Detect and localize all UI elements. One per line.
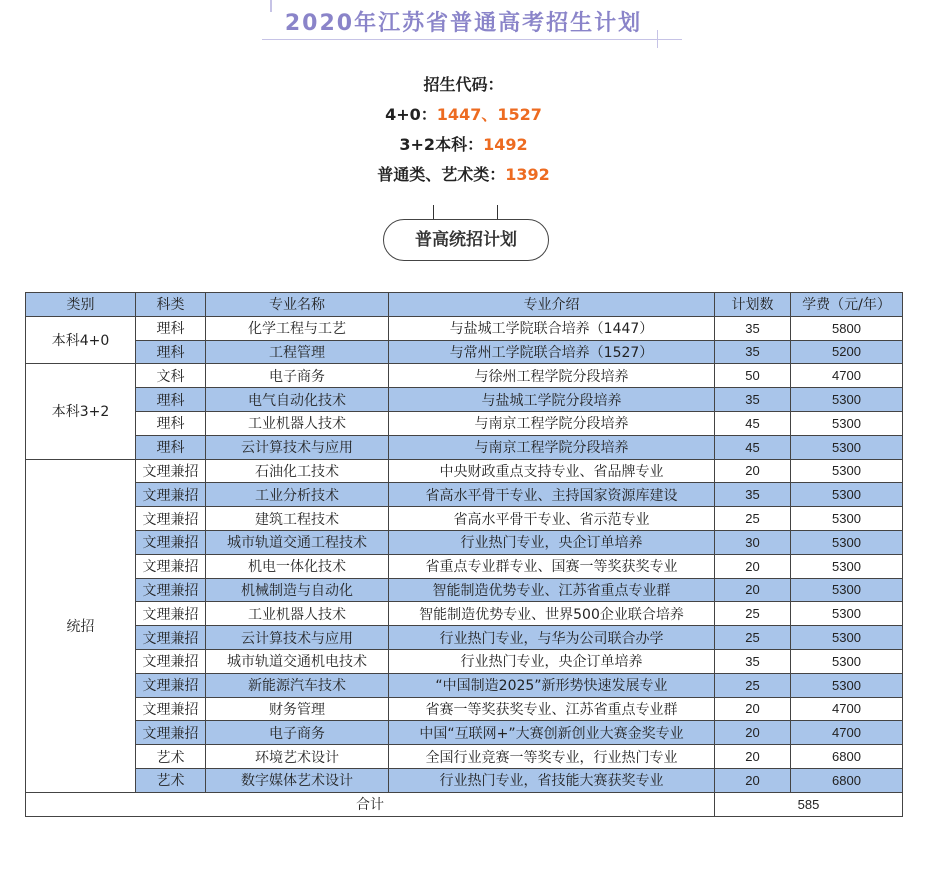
intro-cell: 省高水平骨干专业、省示范专业 [389,507,715,531]
code-line [0,100,927,130]
plan-cell: 20 [715,721,791,745]
code-label: 普通类、艺术类： [377,165,506,184]
intro-cell: 与常州工学院联合培养（1527） [389,340,715,364]
major-cell: 工业机器人技术 [206,602,389,626]
intro-cell: 与南京工程学院分段培养 [389,411,715,435]
intro-cell: 行业热门专业，央企订单培养 [389,649,715,673]
plan-cell: 35 [715,340,791,364]
fee-cell: 5300 [791,649,903,673]
plan-cell: 30 [715,530,791,554]
subject-type-cell: 文科 [136,364,206,388]
subject-type-cell: 理科 [136,340,206,364]
code-line [0,160,927,190]
intro-cell: 行业热门专业，省技能大赛获奖专业 [389,768,715,792]
code-value: 1392 [505,165,550,184]
fee-cell: 5300 [791,388,903,412]
intro-cell: 省高水平骨干专业、主持国家资源库建设 [389,483,715,507]
plan-cell: 20 [715,768,791,792]
table-row [26,388,903,412]
table-row [26,483,903,507]
subject-type-cell: 艺术 [136,745,206,769]
intro-cell: 行业热门专业，央企订单培养 [389,530,715,554]
major-cell: 电子商务 [206,721,389,745]
total-value: 585 [715,792,903,816]
connector-line [497,205,498,219]
subject-type-cell: 文理兼招 [136,459,206,483]
fee-cell: 6800 [791,745,903,769]
connector-line [433,205,434,219]
plan-cell: 20 [715,745,791,769]
subject-type-cell: 文理兼招 [136,578,206,602]
major-cell: 工程管理 [206,340,389,364]
plan-cell: 25 [715,602,791,626]
subject-type-cell: 文理兼招 [136,554,206,578]
table-row [26,673,903,697]
codes-heading: 招生代码： [423,75,504,94]
subject-type-cell: 文理兼招 [136,673,206,697]
category-cell: 本科3+2 [26,364,136,459]
table-header-row [26,293,903,317]
category-cell: 本科4+0 [26,316,136,364]
header-fee: 学费（元/年） [791,293,903,317]
header-intro: 专业介绍 [389,293,715,317]
table-row [26,530,903,554]
total-row [26,792,903,816]
admission-codes [0,70,927,190]
major-cell: 新能源汽车技术 [206,673,389,697]
intro-cell: 智能制造优势专业、世界500企业联合培养 [389,602,715,626]
subject-type-cell: 理科 [136,316,206,340]
fee-cell: 5300 [791,507,903,531]
major-cell: 电气自动化技术 [206,388,389,412]
fee-cell: 5300 [791,435,903,459]
major-cell: 数字媒体艺术设计 [206,768,389,792]
plan-cell: 35 [715,388,791,412]
fee-cell: 5200 [791,340,903,364]
intro-cell: 与盐城工学院分段培养 [389,388,715,412]
fee-cell: 5300 [791,626,903,650]
header-subject-type: 科类 [136,293,206,317]
subject-type-cell: 文理兼招 [136,530,206,554]
fee-cell: 6800 [791,768,903,792]
major-cell: 云计算技术与应用 [206,626,389,650]
section-label: 普高统招计划 [383,219,549,261]
intro-cell: 与南京工程学院分段培养 [389,435,715,459]
major-cell: 工业分析技术 [206,483,389,507]
intro-cell: 与徐州工程学院分段培养 [389,364,715,388]
fee-cell: 5300 [791,530,903,554]
enrollment-plan-table [25,292,903,817]
header-plan: 计划数 [715,293,791,317]
major-cell: 建筑工程技术 [206,507,389,531]
plan-cell: 50 [715,364,791,388]
subject-type-cell: 理科 [136,435,206,459]
major-cell: 城市轨道交通工程技术 [206,530,389,554]
plan-cell: 20 [715,459,791,483]
subject-type-cell: 文理兼招 [136,626,206,650]
subject-type-cell: 文理兼招 [136,483,206,507]
subject-type-cell: 艺术 [136,768,206,792]
table-row [26,649,903,673]
plan-cell: 45 [715,411,791,435]
plan-cell: 35 [715,649,791,673]
table-row [26,411,903,435]
code-value: 1492 [483,135,528,154]
table-row [26,745,903,769]
fee-cell: 5300 [791,673,903,697]
title-underline [262,39,682,40]
intro-cell: 省重点专业群专业、国赛一等奖获奖专业 [389,554,715,578]
major-cell: 云计算技术与应用 [206,435,389,459]
plan-cell: 20 [715,697,791,721]
subject-type-cell: 文理兼招 [136,721,206,745]
table-row [26,459,903,483]
plan-cell: 45 [715,435,791,459]
intro-cell: “中国制造2025”新形势快速发展专业 [389,673,715,697]
plan-cell: 35 [715,316,791,340]
fee-cell: 5300 [791,554,903,578]
table-row [26,721,903,745]
table-row [26,697,903,721]
subject-type-cell: 文理兼招 [136,649,206,673]
major-cell: 机电一体化技术 [206,554,389,578]
title-decor-line [657,30,658,48]
fee-cell: 5300 [791,459,903,483]
table-row [26,364,903,388]
major-cell: 环境艺术设计 [206,745,389,769]
intro-cell: 中央财政重点支持专业、省品牌专业 [389,459,715,483]
fee-cell: 4700 [791,721,903,745]
major-cell: 工业机器人技术 [206,411,389,435]
major-cell: 机械制造与自动化 [206,578,389,602]
fee-cell: 5300 [791,602,903,626]
table-row [26,768,903,792]
plan-cell: 20 [715,578,791,602]
table-row [26,602,903,626]
table-row [26,340,903,364]
fee-cell: 5300 [791,483,903,507]
major-cell: 石油化工技术 [206,459,389,483]
intro-cell: 中国“互联网+”大赛创新创业大赛金奖专业 [389,721,715,745]
title-banner [0,0,927,50]
major-cell: 化学工程与工艺 [206,316,389,340]
subject-type-cell: 文理兼招 [136,602,206,626]
subject-type-cell: 文理兼招 [136,697,206,721]
subject-type-cell: 理科 [136,388,206,412]
major-cell: 财务管理 [206,697,389,721]
subject-type-cell: 理科 [136,411,206,435]
table-row [26,578,903,602]
total-label: 合计 [26,792,715,816]
plan-cell: 20 [715,554,791,578]
code-line [0,130,927,160]
table-row [26,626,903,650]
table-row [26,316,903,340]
code-value: 1447、1527 [436,105,542,124]
intro-cell: 省赛一等奖获奖专业、江苏省重点专业群 [389,697,715,721]
header-major: 专业名称 [206,293,389,317]
fee-cell: 5300 [791,578,903,602]
plan-cell: 25 [715,626,791,650]
intro-cell: 与盐城工学院联合培养（1447） [389,316,715,340]
code-label: 4+0： [385,105,437,124]
table-row [26,554,903,578]
subject-type-cell: 文理兼招 [136,507,206,531]
fee-cell: 4700 [791,364,903,388]
fee-cell: 5800 [791,316,903,340]
category-cell: 统招 [26,459,136,792]
header-category: 类别 [26,293,136,317]
intro-cell: 智能制造优势专业、江苏省重点专业群 [389,578,715,602]
intro-cell: 行业热门专业，与华为公司联合办学 [389,626,715,650]
plan-cell: 35 [715,483,791,507]
page-title: 2020年江苏省普通高考招生计划 [284,11,643,36]
fee-cell: 4700 [791,697,903,721]
intro-cell: 全国行业竞赛一等奖专业，行业热门专业 [389,745,715,769]
major-cell: 城市轨道交通机电技术 [206,649,389,673]
table-row [26,507,903,531]
plan-cell: 25 [715,507,791,531]
fee-cell: 5300 [791,411,903,435]
plan-cell: 25 [715,673,791,697]
table-row [26,435,903,459]
code-label: 3+2本科： [399,135,484,154]
major-cell: 电子商务 [206,364,389,388]
